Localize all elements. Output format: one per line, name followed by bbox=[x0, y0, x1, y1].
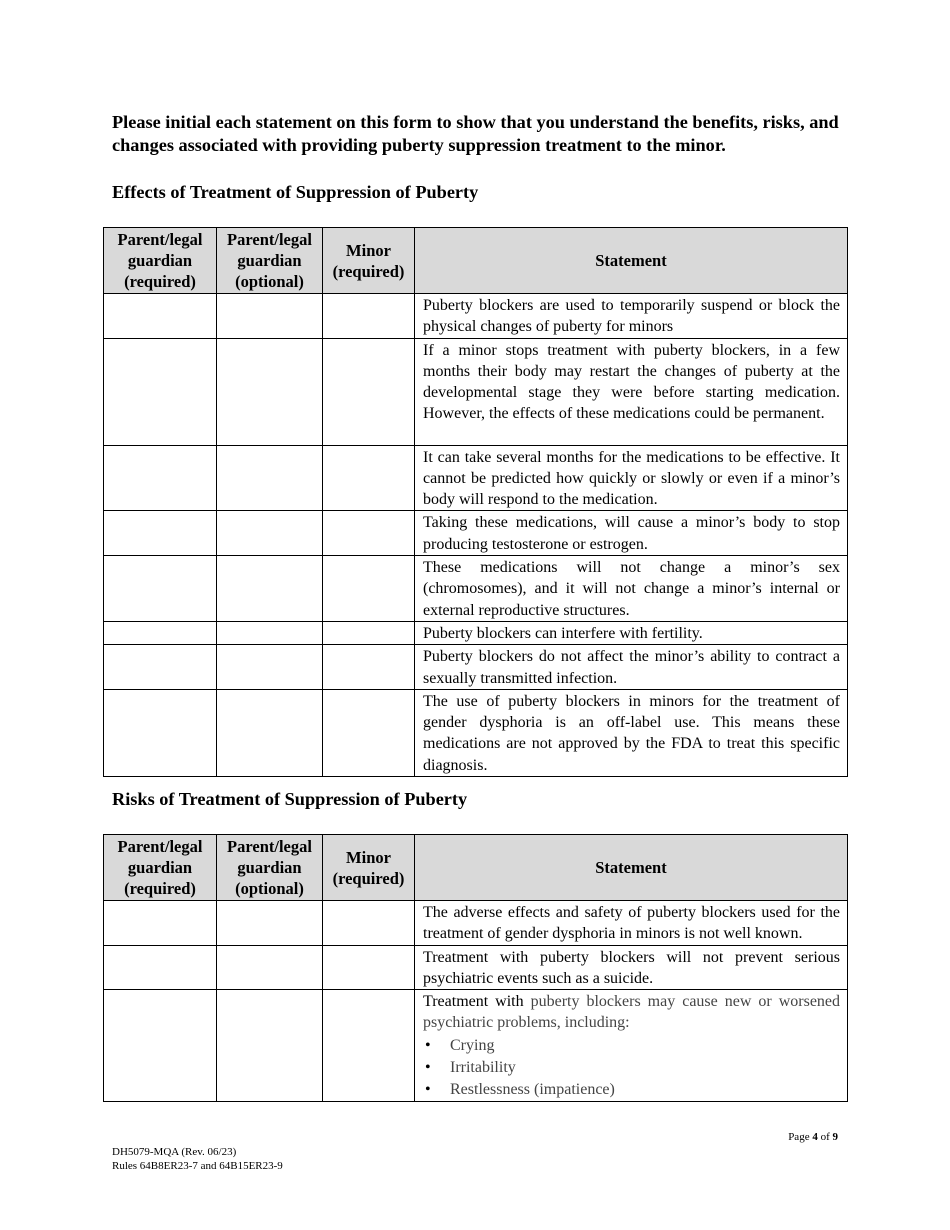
statement-text: Puberty blockers can interfere with fertility. bbox=[415, 621, 848, 644]
table-row bbox=[104, 621, 848, 644]
initial-field-parent-optional[interactable] bbox=[217, 511, 323, 556]
initial-field-minor[interactable] bbox=[323, 511, 415, 556]
table-row bbox=[104, 901, 848, 946]
list-item: • Crying bbox=[450, 1035, 840, 1057]
initial-field-parent-required[interactable] bbox=[104, 511, 217, 556]
form-footer bbox=[112, 1145, 283, 1173]
initial-field-parent-required[interactable] bbox=[104, 645, 217, 690]
initial-field-minor[interactable] bbox=[323, 645, 415, 690]
statement-lead: Treatment with bbox=[423, 993, 524, 1011]
table-row bbox=[104, 645, 848, 690]
table-row bbox=[104, 338, 848, 445]
header-minor-required: Minor (required) bbox=[323, 228, 415, 294]
initial-field-parent-optional[interactable] bbox=[217, 338, 323, 445]
initial-field-minor[interactable] bbox=[323, 556, 415, 622]
initial-field-parent-optional[interactable] bbox=[217, 645, 323, 690]
header-statement: Statement bbox=[415, 228, 848, 294]
risks-section-title: Risks of Treatment of Suppression of Puberty bbox=[112, 789, 468, 809]
statement-text: These medications will not change a minor’s sex (chromosomes), and it will not change a minor’s internal or external reproductive structures. bbox=[415, 556, 848, 622]
table-row bbox=[104, 990, 848, 1102]
table-row bbox=[104, 689, 848, 776]
table-row bbox=[104, 445, 848, 511]
table-row bbox=[104, 511, 848, 556]
list-item: • Restlessness (impatience) bbox=[450, 1079, 840, 1101]
initial-field-parent-required[interactable] bbox=[104, 338, 217, 445]
initial-field-parent-optional[interactable] bbox=[217, 445, 323, 511]
initial-field-parent-required[interactable] bbox=[104, 901, 217, 946]
initial-field-parent-required[interactable] bbox=[104, 621, 217, 644]
effects-table bbox=[103, 227, 848, 777]
header-minor-required: Minor (required) bbox=[323, 835, 415, 901]
initial-field-parent-required[interactable] bbox=[104, 945, 217, 990]
statement-text: It can take several months for the medications to be effective. It cannot be predicted how quickly or slowly or even if a minor’s body will respond to the medication. bbox=[415, 445, 848, 511]
initial-field-parent-optional[interactable] bbox=[217, 621, 323, 644]
initial-field-parent-optional[interactable] bbox=[217, 945, 323, 990]
initial-field-parent-optional[interactable] bbox=[217, 901, 323, 946]
effects-header-row bbox=[104, 228, 848, 294]
statement-text bbox=[415, 990, 848, 1102]
initial-field-minor[interactable] bbox=[323, 445, 415, 511]
initial-field-parent-required[interactable] bbox=[104, 445, 217, 511]
initial-field-parent-optional[interactable] bbox=[217, 556, 323, 622]
initial-field-minor[interactable] bbox=[323, 689, 415, 776]
statement-rest: puberty blockers may cause new or worsened psychiatric problems, including: bbox=[423, 993, 841, 1032]
initial-field-parent-required[interactable] bbox=[104, 689, 217, 776]
risks-table bbox=[103, 834, 848, 1102]
effects-section-title: Effects of Treatment of Suppression of Puberty bbox=[112, 182, 479, 202]
risks-header-row bbox=[104, 835, 848, 901]
statement-text: Puberty blockers are used to temporarily suspend or block the physical changes of puberty for minors bbox=[415, 294, 848, 339]
initial-field-parent-required[interactable] bbox=[104, 990, 217, 1102]
statement-text: Puberty blockers do not affect the minor’s ability to contract a sexually transmitted infection. bbox=[415, 645, 848, 690]
initial-field-minor[interactable] bbox=[323, 945, 415, 990]
page-number: Page 4 of 9 bbox=[788, 1131, 838, 1143]
table-row bbox=[104, 556, 848, 622]
header-parent-optional: Parent/legal guardian (optional) bbox=[217, 835, 323, 901]
header-parent-required: Parent/legal guardian (required) bbox=[104, 835, 217, 901]
header-statement: Statement bbox=[415, 835, 848, 901]
header-parent-optional: Parent/legal guardian (optional) bbox=[217, 228, 323, 294]
table-row bbox=[104, 945, 848, 990]
initial-field-minor[interactable] bbox=[323, 901, 415, 946]
initial-field-minor[interactable] bbox=[323, 990, 415, 1102]
statement-text: The adverse effects and safety of puberty blockers used for the treatment of gender dysphoria in minors is not well known. bbox=[415, 901, 848, 946]
initial-field-parent-optional[interactable] bbox=[217, 689, 323, 776]
initial-field-parent-required[interactable] bbox=[104, 556, 217, 622]
statement-text: The use of puberty blockers in minors for the treatment of gender dysphoria is an off-label use. This means these medications are not approved by the FDA to treat this specific diagnosis. bbox=[415, 689, 848, 776]
statement-text: If a minor stops treatment with puberty blockers, in a few months their body may restart the changes of puberty at the developmental stage they were before starting medication. However, the effects of these medications could be permanent. bbox=[415, 338, 848, 445]
form-rules: Rules 64B8ER23-7 and 64B15ER23-9 bbox=[112, 1160, 283, 1172]
initial-field-minor[interactable] bbox=[323, 338, 415, 445]
statement-text: Taking these medications, will cause a minor’s body to stop producing testosterone or estrogen. bbox=[415, 511, 848, 556]
psychiatric-problems-list bbox=[423, 1035, 840, 1101]
initial-field-minor[interactable] bbox=[323, 621, 415, 644]
form-id: DH5079-MQA (Rev. 06/23) bbox=[112, 1146, 237, 1158]
intro-instructions: Please initial each statement on this form to show that you understand the benefits, risks, and changes associated with providing puberty suppression treatment to the minor. bbox=[112, 112, 839, 155]
initial-field-parent-required[interactable] bbox=[104, 294, 217, 339]
table-row bbox=[104, 294, 848, 339]
statement-text: Treatment with puberty blockers will not prevent serious psychiatric events such as a suicide. bbox=[415, 945, 848, 990]
header-parent-required: Parent/legal guardian (required) bbox=[104, 228, 217, 294]
initial-field-minor[interactable] bbox=[323, 294, 415, 339]
initial-field-parent-optional[interactable] bbox=[217, 294, 323, 339]
initial-field-parent-optional[interactable] bbox=[217, 990, 323, 1102]
list-item: • Irritability bbox=[450, 1057, 840, 1079]
